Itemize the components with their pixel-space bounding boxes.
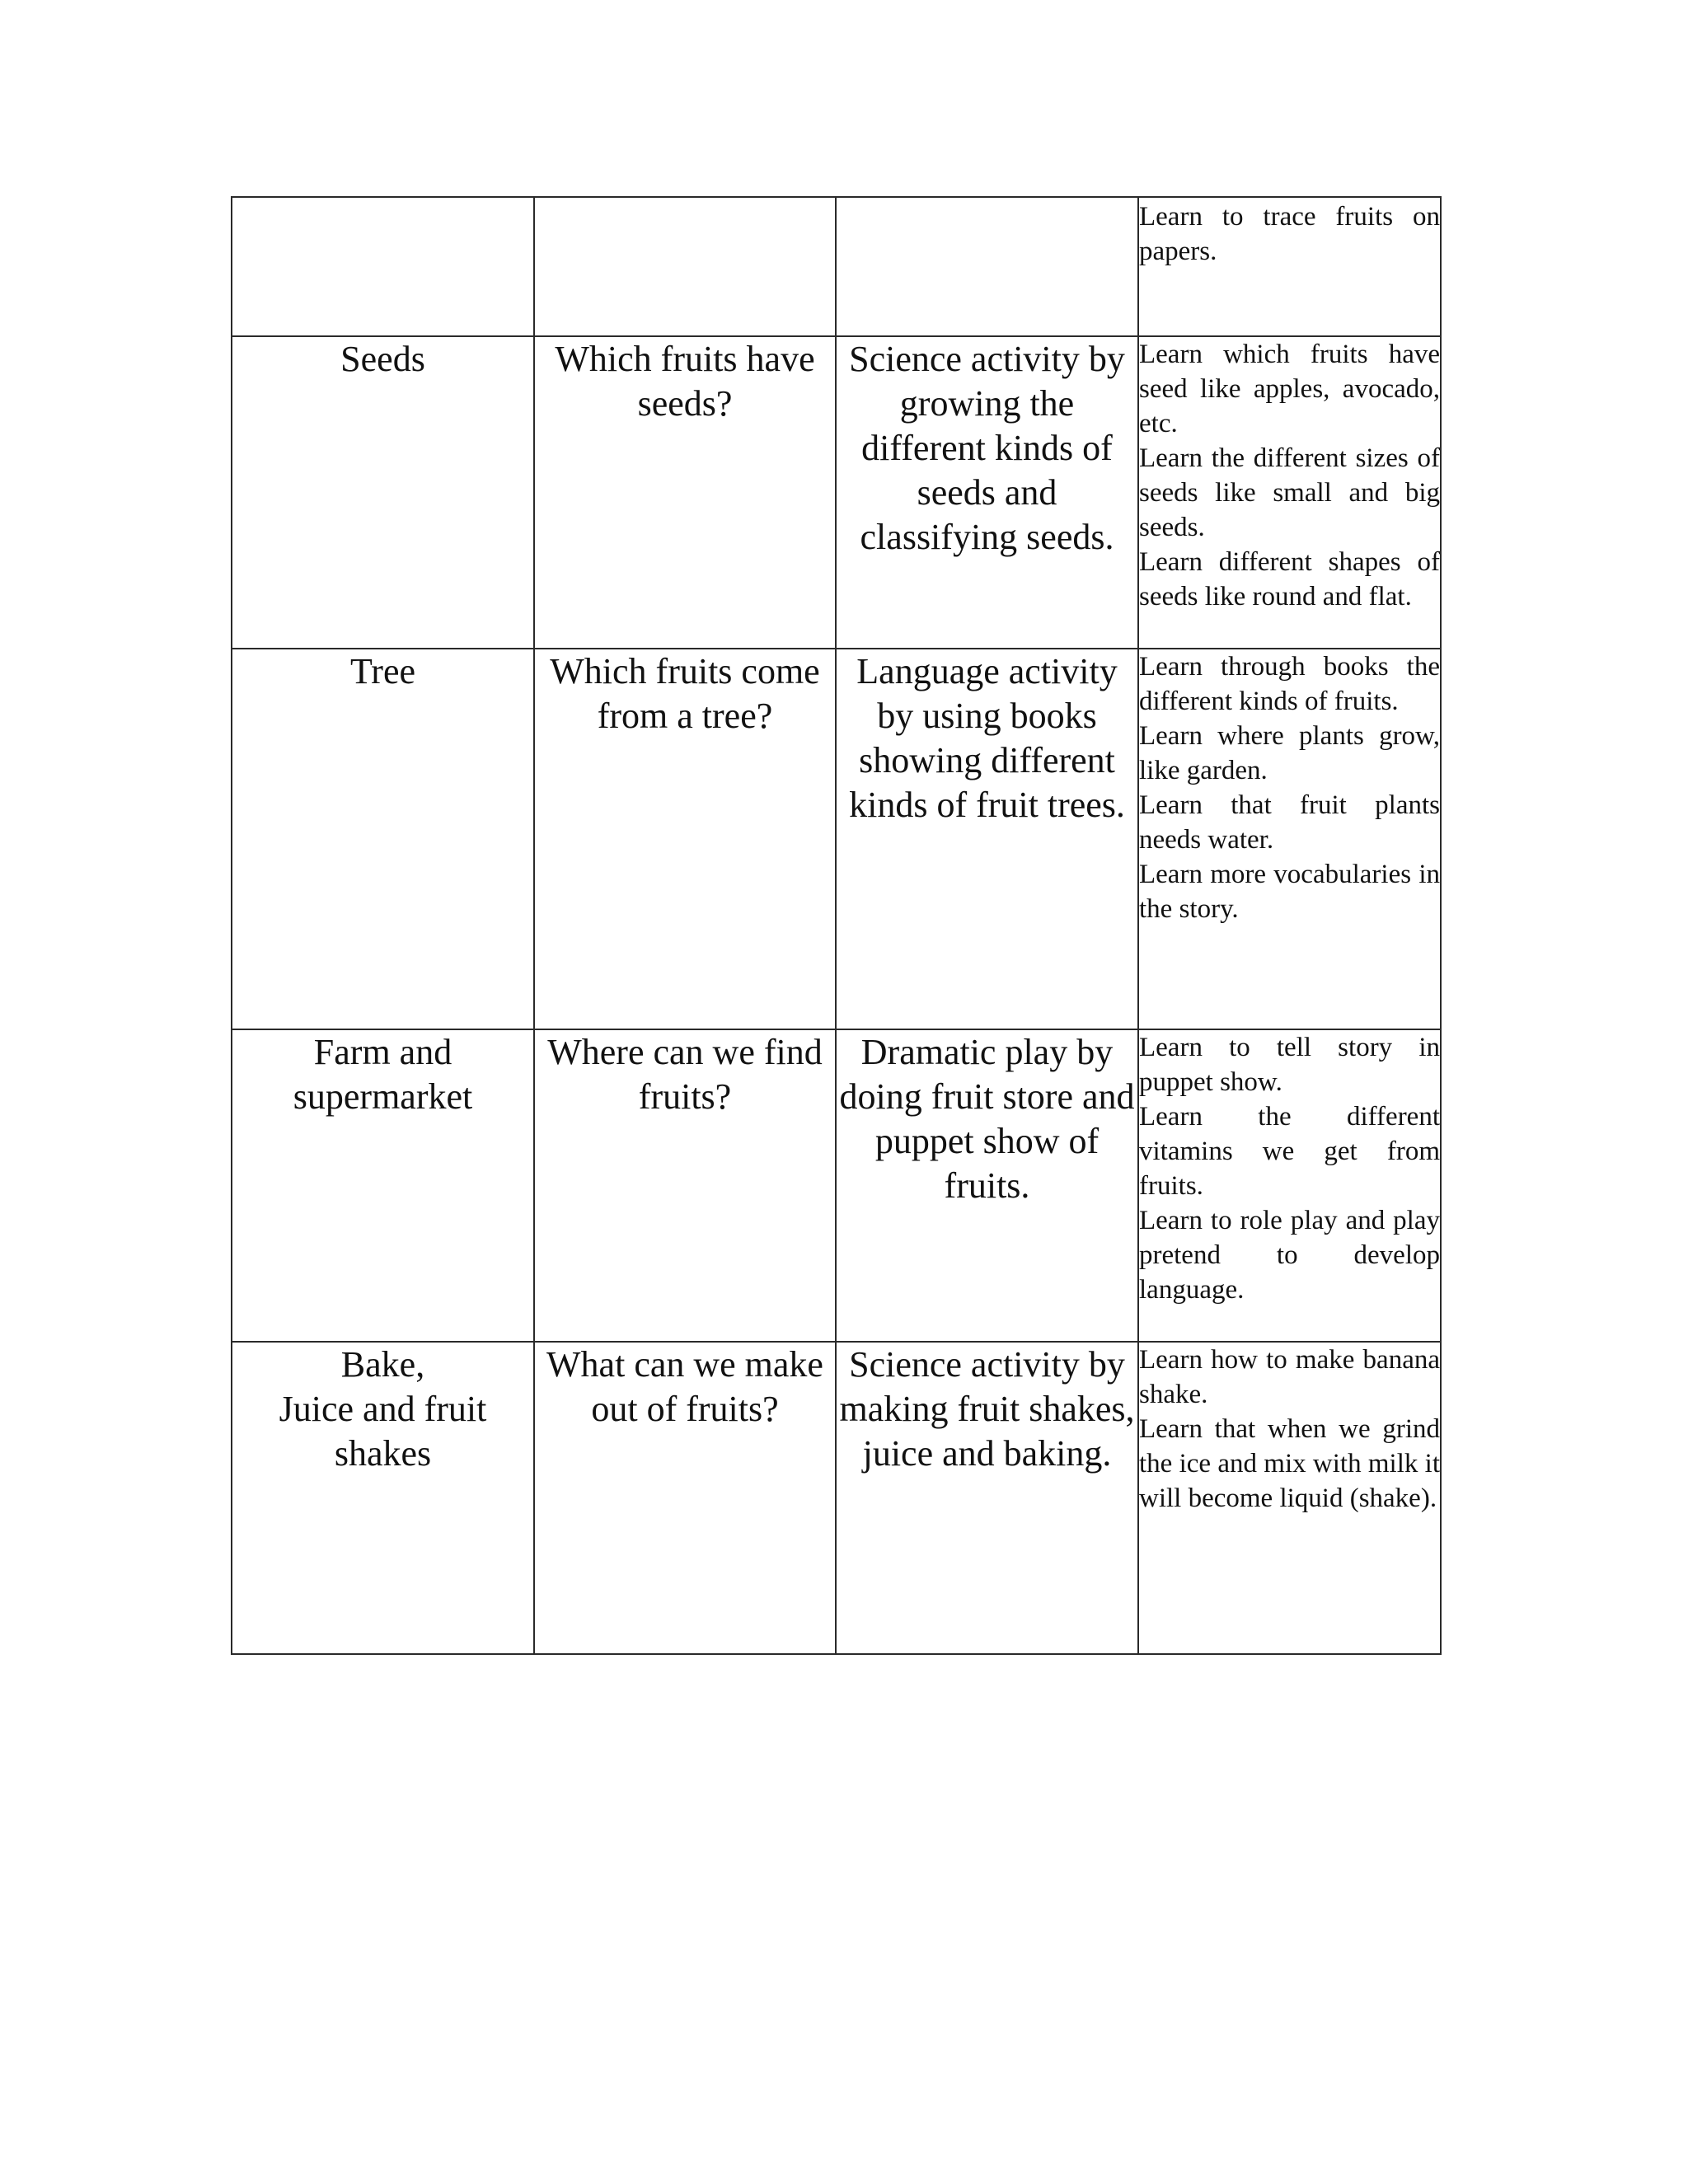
outcome-item: Learn where plants grow, like garden. — [1139, 721, 1440, 785]
activity-cell: Dramatic play by doing fruit store and puppet show of fruits. — [836, 1029, 1138, 1342]
topic-cell: Farm and supermarket — [232, 1029, 534, 1342]
activity-cell — [836, 197, 1138, 336]
table-row — [232, 1029, 1441, 1342]
topic-line: Bake, — [340, 1344, 425, 1385]
activity-cell: Language activity by using books showing different kinds of fruit trees. — [836, 649, 1138, 1029]
outcomes-cell — [1138, 649, 1441, 1029]
table-row — [232, 336, 1441, 649]
question-cell: Which fruits come from a tree? — [534, 649, 836, 1029]
outcome-item: Learn the different sizes of seeds like small and big seeds. — [1139, 443, 1440, 542]
activity-cell: Science activity by making fruit shakes, juice and baking. — [836, 1342, 1138, 1654]
outcomes-cell — [1138, 1029, 1441, 1342]
question-cell: Where can we find fruits? — [534, 1029, 836, 1342]
outcome-item: Learn through books the different kinds of fruits. — [1139, 652, 1440, 716]
outcomes-cell — [1138, 336, 1441, 649]
question-cell: What can we make out of fruits? — [534, 1342, 836, 1654]
outcome-item: Learn more vocabularies in the story. — [1139, 860, 1440, 924]
question-cell: Which fruits have seeds? — [534, 336, 836, 649]
activity-cell: Science activity by growing the different kinds of seeds and classifying seeds. — [836, 336, 1138, 649]
outcome-item: Learn that when we grind the ice and mix with milk it will become liquid (shake). — [1139, 1414, 1440, 1513]
outcome-item: Learn different shapes of seeds like round and flat. — [1139, 547, 1440, 612]
outcome-item: Learn to role play and play pretend to develop language. — [1139, 1206, 1440, 1305]
outcome-item: Learn which fruits have seed like apples, avocado, etc. — [1139, 340, 1440, 438]
outcomes-cell — [1138, 197, 1441, 336]
outcome-item: Learn the different vitamins we get from fruits. — [1139, 1102, 1440, 1201]
topic-cell — [232, 1342, 534, 1654]
outcomes-cell — [1138, 1342, 1441, 1654]
outcome-item: Learn that fruit plants needs water. — [1139, 790, 1440, 855]
question-cell — [534, 197, 836, 336]
table-row — [232, 197, 1441, 336]
topic-cell: Tree — [232, 649, 534, 1029]
table-row — [232, 1342, 1441, 1654]
outcome-item: Learn to tell story in puppet show. — [1139, 1033, 1440, 1097]
topic-cell — [232, 197, 534, 336]
topic-line: Juice and fruit shakes — [279, 1389, 487, 1474]
topic-cell: Seeds — [232, 336, 534, 649]
outcome-item: Learn to trace fruits on papers. — [1139, 202, 1440, 266]
curriculum-table — [231, 196, 1442, 1655]
outcome-item: Learn how to make banana shake. — [1139, 1345, 1440, 1409]
table-row — [232, 649, 1441, 1029]
